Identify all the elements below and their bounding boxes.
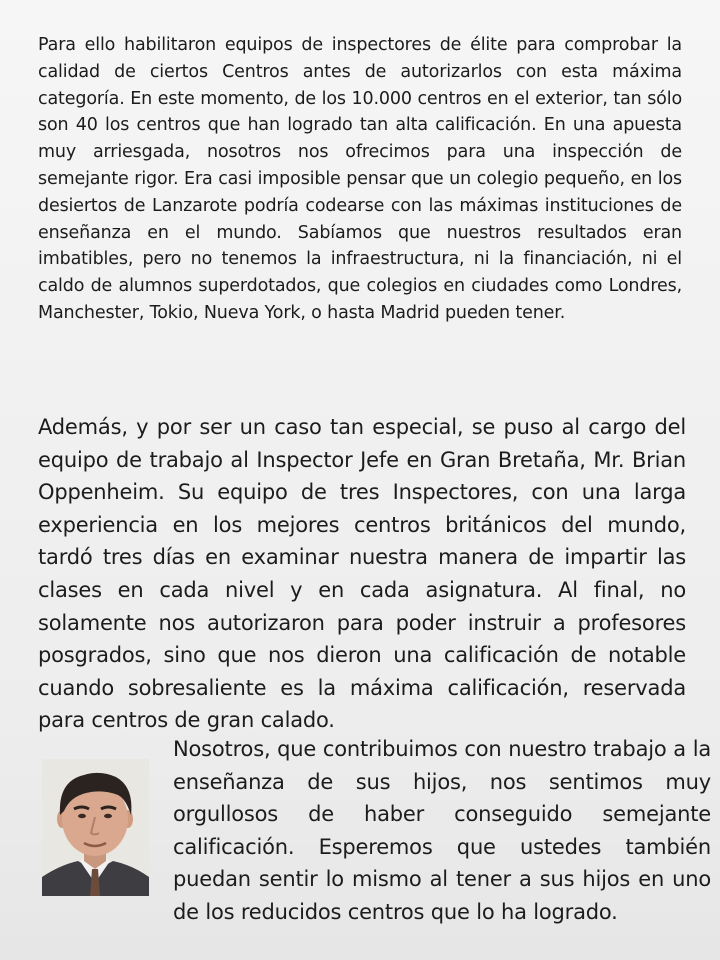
portrait-eye-left bbox=[78, 814, 86, 818]
portrait-photo-icon bbox=[42, 759, 149, 896]
closing-paragraph: Nosotros, que contribuimos con nuestro trabajo a la enseñanza de sus hijos, nos sentimos muy orgullosos de haber conseguido semejante calificación. Esperemos que ustedes también puedan sentir lo mismo al tener a sus hijos en uno de los reducidos centros que lo ha logrado. bbox=[173, 737, 711, 924]
intro-paragraph: Para ello habilitaron equipos de inspectores de élite para comprobar la calidad de ciertos Centros antes de autorizarlos con esta máxima categoría. En este momento, de los 10.000 centros en el exterior, tan sólo son 40 los centros que han logrado tan alta calificación. En una apuesta muy arriesgada, nosotros nos ofrecimos para una inspección de semejante rigor. Era casi imposible pensar que un colegio pequeño, en los desiertos de Lanzarote podría codearse con las máximas instituciones de enseñanza en el mundo. Sabíamos que nuestros resultados eran imbatibles, pero no tenemos la infraestructura, ni la financiación, ni el caldo de alumnos superdotados, que colegios en ciudades como Londres, Manchester, Tokio, Nueva York, o hasta Madrid pueden tener. bbox=[38, 35, 682, 323]
portrait-eye-right bbox=[104, 814, 112, 818]
inspection-paragraph: Además, y por ser un caso tan especial, se puso al cargo del equipo de trabajo al Inspector Jefe en Gran Bretaña, Mr. Brian Oppenheim. Su equipo de tres Inspectores, con una larga experiencia en los mejores centros británicos del mundo, tardó tres días en examinar nuestra manera de impartir las clases en cada nivel y en cada asignatura. Al final, no solamente nos autorizaron para poder instruir a profesores posgrados, sino que nos dieron una calificación de notable cuando sobresaliente es la máxima calificación, reservada para centros de gran calado. bbox=[38, 415, 686, 733]
